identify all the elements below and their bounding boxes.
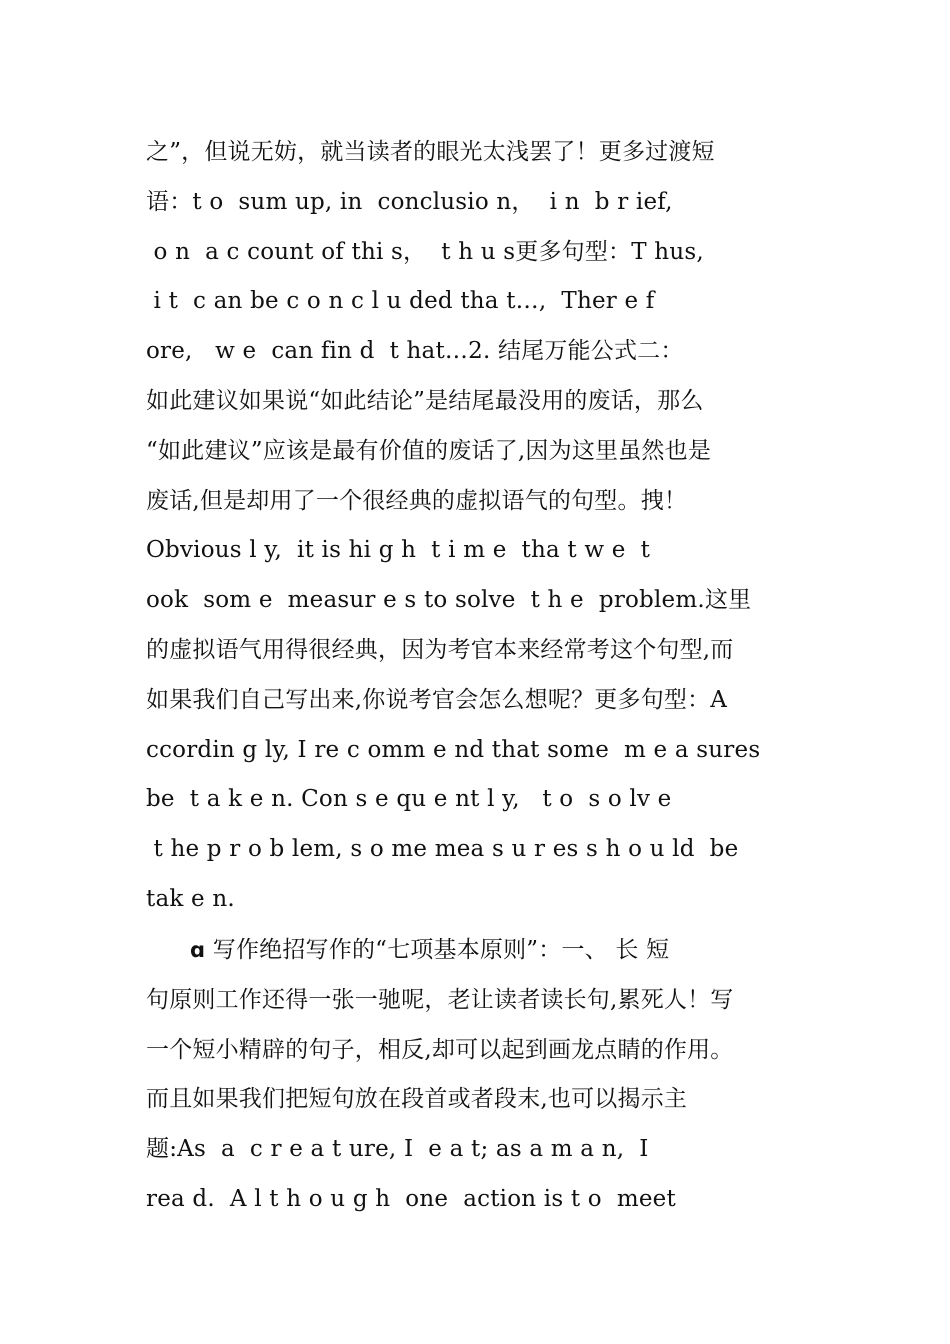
paragraph-writing-principles [146,926,806,1225]
text-line: 如此建议如果说“如此结论”是结尾最没用的废话，那么 [146,387,704,414]
paragraph-conclusion-formulas [146,128,806,925]
text-line: 之”，但说无妨，就当读者的眼光太浅罢了！更多过渡短 [146,139,715,165]
text-line: 的虚拟语气用得很经典，因为考官本来经常考这个句型,而 [146,636,734,663]
text-line: 写作绝招写作的“七项基本原则”：一、 长 短 [205,937,670,963]
text-line: ook som e measur e s to solve t h e problem.这里 [146,587,752,614]
text-line: t he p r o b lem, s o me mea s u r es s h o u ld be [146,836,739,863]
text-line: 而且如果我们把短句放在段首或者段末,也可以揭示主 [146,1086,688,1113]
text-line: 废话,但是却用了一个很经典的虚拟语气的句型。拽！ [146,487,688,514]
text-line: tak e n. [146,885,235,912]
bullet-icon: ɑ [190,938,206,962]
text-line: 一个短小精辟的句子，相反,却可以起到画龙点睛的作用。 [146,1036,734,1063]
text-line: “如此建议”应该是最有价值的废话了,因为这里虽然也是 [146,437,712,464]
text-line: o n a c count of thi s， t h u s更多句型：T hus, [146,238,704,265]
text-line: be t a k e n. Con s e qu e nt l y, t o s o lv e [146,786,672,813]
text-line: 语：t o sum up, in conclusio n， i n b r ief, [146,188,673,215]
text-line: Obvious l y, it is hi g h t i m e tha t w e t [146,537,651,564]
text-line: 如果我们自己写出来,你说考官会怎么想呢？更多句型：A [146,686,728,713]
text-line: i t c an be c o n c l u ded tha t…, Ther e f [146,288,655,315]
paragraph-first-line [146,926,806,976]
text-line: ore, w e can fin d t hat…2. 结尾万能公式二： [146,338,684,365]
text-line: ccordin g ly, I re c omm e nd that some m e a sures [146,736,761,763]
text-line: rea d. A l t h o u g h one action is t o meet [146,1185,676,1212]
text-line: 句原则工作还得一张一驰呢，老让读者读长句,累死人！写 [146,986,734,1013]
text-line: 题:As a c r e a t ure, I e a t; as a m a n, I [146,1136,649,1163]
